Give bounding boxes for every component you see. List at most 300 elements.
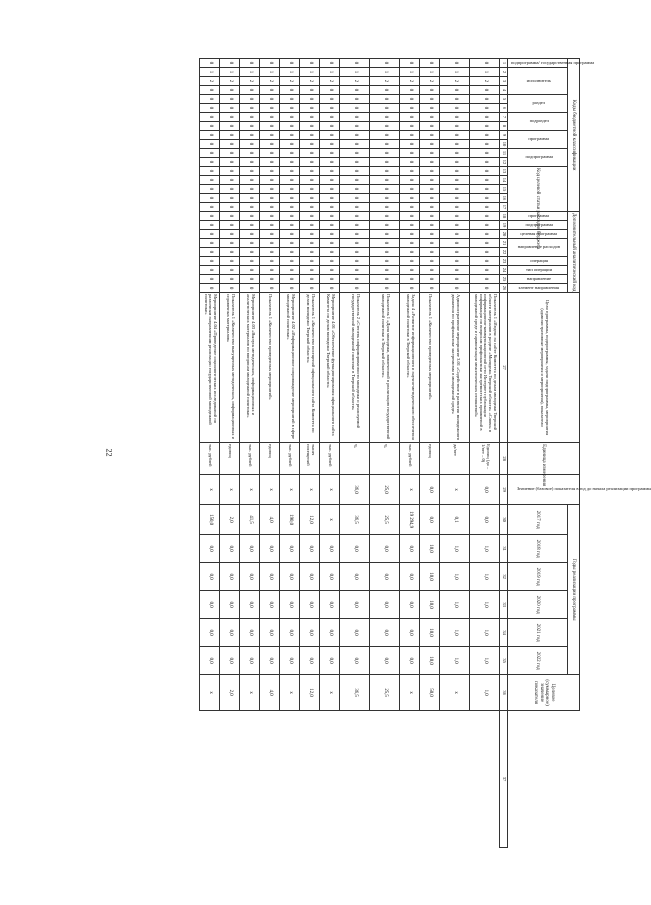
row-year-value: 0,0 (200, 647, 220, 675)
code-cell: 0 (260, 95, 280, 104)
code-cell: 0 (370, 284, 400, 293)
code-cell: 0 (370, 194, 400, 203)
code-cell: 0 (470, 194, 500, 203)
code-cell: 0 (320, 284, 340, 293)
code-cell: 0 (260, 140, 280, 149)
code-cell: 2 (340, 77, 370, 86)
row-base-value: х (400, 475, 420, 505)
code-cell: 0 (470, 230, 500, 239)
code-cell: 0 (420, 131, 440, 140)
code-cell: 0 (240, 59, 260, 68)
row-year-value: 1,0 (440, 563, 470, 591)
code-cell: 0 (420, 284, 440, 293)
column-number: 22 (500, 248, 508, 257)
code-cell: 0 (470, 248, 500, 257)
row-year-value: 0,0 (280, 619, 300, 647)
code-cell: 0 (240, 284, 260, 293)
code-cell: 0 (340, 257, 370, 266)
row-base-value: х (300, 475, 320, 505)
code-cell: 0 (260, 104, 280, 113)
column-number: 18 (500, 212, 508, 221)
code-cell: 0 (300, 140, 320, 149)
code-cell: 0 (470, 221, 500, 230)
row-year-value: 1,0 (470, 591, 500, 619)
code-cell: 0 (440, 203, 470, 212)
header-direction2: направление (508, 275, 568, 284)
code-cell: 0 (440, 230, 470, 239)
code-cell: 0 (300, 212, 320, 221)
code-cell: 0 (370, 158, 400, 167)
code-cell: 0 (470, 140, 500, 149)
code-cell: 0 (420, 86, 440, 95)
code-cell: 2 (260, 77, 280, 86)
code-cell: 0 (470, 113, 500, 122)
code-cell: 0 (240, 239, 260, 248)
row-year-value: 0,0 (260, 563, 280, 591)
code-cell: 0 (320, 212, 340, 221)
header-target-program: целевая программа (508, 230, 568, 239)
code-cell: 0 (400, 122, 420, 131)
code-cell: 0 (200, 239, 220, 248)
code-cell: 0 (340, 212, 370, 221)
row-year-value: 0,0 (420, 505, 440, 535)
header-additional-code: Дополнительный аналитический код (568, 212, 580, 293)
row-year-value: 0,0 (370, 563, 400, 591)
code-cell: 0 (200, 167, 220, 176)
code-cell: 0 (370, 266, 400, 275)
code-cell: 0 (200, 221, 220, 230)
code-cell: 0 (260, 212, 280, 221)
code-cell: 0 (370, 221, 400, 230)
code-cell: 0 (340, 194, 370, 203)
code-cell: 0 (320, 176, 340, 185)
row-year-value: 0,0 (400, 619, 420, 647)
code-cell: 0 (420, 59, 440, 68)
code-cell: 0 (300, 284, 320, 293)
row-year-value: 0,0 (470, 505, 500, 535)
code-cell: 0 (470, 149, 500, 158)
row-year-value: 10,0 (420, 647, 440, 675)
row-base-value: х (320, 475, 340, 505)
row-name: Задача 4 «Развитие информационного и научно-методического обеспечения молодежной политики в Тверской области» (400, 293, 420, 443)
code-cell: 0 (240, 86, 260, 95)
code-cell: 0 (320, 230, 340, 239)
row-year-value: 0,0 (320, 591, 340, 619)
row-year-value: 10,0 (420, 619, 440, 647)
row-year-value: 1,0 (440, 535, 470, 563)
code-cell: 0 (320, 221, 340, 230)
code-cell: 0 (240, 122, 260, 131)
column-number-row (500, 59, 508, 848)
row-base-value: 0,0 (470, 475, 500, 505)
code-cell: 0 (370, 185, 400, 194)
row-year-value: 0,0 (300, 563, 320, 591)
code-cell: 0 (280, 131, 300, 140)
code-cell: 0 (370, 131, 400, 140)
code-cell: 0 (420, 140, 440, 149)
row-year-value: 0,1 (440, 505, 470, 535)
code-cell: 0 (400, 194, 420, 203)
code-cell: 0 (240, 275, 260, 284)
code-cell: 0 (200, 257, 220, 266)
table-row (220, 59, 240, 848)
code-cell: 0 (400, 59, 420, 68)
row-year-value: 19 294,9 (400, 505, 420, 535)
row-base-value: х (220, 475, 240, 505)
code-cell: 0 (420, 257, 440, 266)
code-cell: 0 (370, 104, 400, 113)
code-cell: 0 (440, 131, 470, 140)
code-cell: 0 (260, 158, 280, 167)
code-cell: 0 (240, 185, 260, 194)
code-cell: 0 (440, 176, 470, 185)
code-cell: 0 (420, 122, 440, 131)
code-cell: 0 (280, 176, 300, 185)
code-cell: 0 (300, 86, 320, 95)
row-unit: тыс. рублей (200, 443, 220, 475)
code-cell: 0 (400, 104, 420, 113)
code-cell: 0 (200, 59, 220, 68)
code-cell: 0 (200, 248, 220, 257)
code-cell: 0 (240, 131, 260, 140)
column-number: 2 (500, 68, 508, 77)
code-cell: 0 (320, 131, 340, 140)
row-year-value: 10,0 (420, 591, 440, 619)
row-year-value: 1,0 (440, 619, 470, 647)
row-name: Мероприятие 4.04 «Проведение социологических исследований по различным направлениям реализации государственной молодежной политики» (200, 293, 220, 443)
code-cell: 0 (280, 266, 300, 275)
column-number: 7 (500, 113, 508, 122)
code-cell: 0 (340, 239, 370, 248)
code-cell: 0 (300, 239, 320, 248)
code-cell: 0 (340, 230, 370, 239)
header-year-2021: 2021 год (508, 619, 568, 647)
code-cell: 0 (320, 140, 340, 149)
column-number: 14 (500, 176, 508, 185)
row-target-value: 50,0 (420, 675, 440, 711)
code-cell: 0 (400, 248, 420, 257)
row-year-value: 190,0 (280, 505, 300, 535)
code-cell: 0 (400, 140, 420, 149)
column-number: 28 (500, 443, 508, 475)
code-cell: 0 (260, 221, 280, 230)
row-year-value: 0,0 (320, 535, 340, 563)
row-year-value: 0,0 (240, 563, 260, 591)
row-year-value: 12,0 (300, 505, 320, 535)
row-year-value: 0,0 (340, 647, 370, 675)
row-year-value: 1,0 (470, 563, 500, 591)
code-cell: 0 (280, 239, 300, 248)
code-cell: 0 (320, 167, 340, 176)
row-year-value: 0,0 (300, 535, 320, 563)
column-number: 5 (500, 95, 508, 104)
row-year-value: 0,0 (400, 591, 420, 619)
code-cell: 0 (470, 131, 500, 140)
code-cell: 0 (320, 104, 340, 113)
code-cell: 0 (220, 167, 240, 176)
code-cell: 0 (470, 239, 500, 248)
code-cell: 0 (320, 194, 340, 203)
code-cell: 0 (320, 266, 340, 275)
code-cell: 0 (260, 185, 280, 194)
code-cell: 0 (420, 176, 440, 185)
code-cell: 0 (420, 194, 440, 203)
row-year-value: 0,0 (400, 535, 420, 563)
code-cell: 0 (400, 149, 420, 158)
code-cell: 0 (260, 248, 280, 257)
table-row (200, 59, 220, 848)
table-row (440, 59, 470, 848)
row-year-value: 0,0 (220, 647, 240, 675)
row-year-value: 10,0 (420, 563, 440, 591)
code-cell: 0 (320, 86, 340, 95)
code-cell: 0 (240, 158, 260, 167)
code-cell: 0 (240, 221, 260, 230)
header-direction: направление расходов (508, 239, 568, 257)
code-cell: 0 (300, 275, 320, 284)
column-number: 25 (500, 275, 508, 284)
header-year-2022: 2022 год (508, 647, 568, 675)
row-year-value: 0,0 (340, 591, 370, 619)
row-target-value: х (320, 675, 340, 711)
row-target-value: 25,5 (370, 675, 400, 711)
row-year-value: 0,0 (300, 591, 320, 619)
row-name: Мероприятие 4.02 «Информационное сопровождение мероприятий в сфере молодежной политики» (280, 293, 300, 443)
code-cell: 0 (200, 266, 220, 275)
column-number: 11 (500, 149, 508, 158)
code-cell: 0 (440, 149, 470, 158)
code-cell: 0 (300, 131, 320, 140)
code-cell: 0 (340, 131, 370, 140)
program-table (200, 58, 651, 848)
column-number: 37 (500, 711, 508, 848)
code-cell: 0 (240, 212, 260, 221)
code-cell: 0 (420, 239, 440, 248)
code-cell: 0 (340, 140, 370, 149)
code-cell: 0 (300, 176, 320, 185)
row-name: Показатель 1 «Индекс на сайте Комитета по делам молодежи Тверской области материалов в разделе «Молодежь Тверской области» «Слово» в информационно-коммуникационной сети Интернет публикации информации по вопросам профилактики экстремистских проявлений в молодежной среде и гармонизации межэтнических отношений» (470, 293, 500, 443)
code-cell: 0 (320, 257, 340, 266)
row-year-value: 0,0 (200, 563, 220, 591)
code-cell: 0 (440, 212, 470, 221)
row-unit: тыс. рублей (320, 443, 340, 475)
row-year-value: 0,0 (340, 619, 370, 647)
row-unit: единиц (220, 443, 240, 475)
code-cell: 0 (440, 284, 470, 293)
code-cell: 0 (370, 203, 400, 212)
code-cell: 0 (400, 185, 420, 194)
code-cell: 0 (440, 248, 470, 257)
code-cell: 1 (370, 68, 400, 77)
row-base-value: х (440, 475, 470, 505)
code-cell: 0 (340, 284, 370, 293)
code-cell: 0 (440, 266, 470, 275)
code-cell: 0 (280, 59, 300, 68)
column-number: 13 (500, 167, 508, 176)
code-cell: 0 (320, 59, 340, 68)
code-cell: 0 (400, 266, 420, 275)
code-cell: 0 (200, 86, 220, 95)
code-cell: 0 (370, 149, 400, 158)
code-cell: 0 (200, 284, 220, 293)
code-cell: 0 (280, 140, 300, 149)
code-cell: 0 (420, 203, 440, 212)
code-cell: 0 (370, 176, 400, 185)
code-cell: 0 (300, 113, 320, 122)
row-target-value: х (240, 675, 260, 711)
row-unit: да/нет (440, 443, 470, 475)
code-cell: 0 (340, 248, 370, 257)
code-cell: 0 (280, 212, 300, 221)
code-cell: 0 (470, 167, 500, 176)
code-cell: 0 (420, 149, 440, 158)
row-year-value: 0,0 (280, 563, 300, 591)
code-cell: 0 (320, 122, 340, 131)
row-year-value: 0,0 (340, 563, 370, 591)
code-cell: 0 (340, 122, 370, 131)
table-row (300, 59, 320, 848)
row-unit: % (340, 443, 370, 475)
code-cell: 0 (280, 122, 300, 131)
row-year-value: 0,0 (220, 619, 240, 647)
page-number: 22 (104, 448, 114, 457)
header-gp: подпрограмма/ государственная программа (508, 59, 568, 68)
code-cell: 0 (260, 230, 280, 239)
code-cell: 0 (200, 203, 220, 212)
code-cell: 1 (260, 68, 280, 77)
code-cell: 0 (200, 158, 220, 167)
code-cell: 0 (440, 257, 470, 266)
table-row (420, 59, 440, 848)
code-cell: 0 (440, 113, 470, 122)
code-cell: 0 (260, 239, 280, 248)
column-number: 26 (500, 284, 508, 293)
code-cell: 0 (400, 230, 420, 239)
code-cell: 0 (440, 158, 470, 167)
column-number: 16 (500, 194, 508, 203)
code-cell: 0 (420, 266, 440, 275)
row-year-value: 0,0 (370, 647, 400, 675)
header-subprogram: подпрограмма (508, 149, 568, 167)
code-cell: 0 (370, 275, 400, 284)
row-name: Показатель 1 «Доля молодежи, вовлеченной в реализацию государственной молодежной политики в Тверской области» (370, 293, 400, 443)
header-razdel: раздел (508, 95, 568, 113)
code-cell: 0 (370, 248, 400, 257)
row-year-value: 0,0 (240, 535, 260, 563)
code-cell: 0 (470, 185, 500, 194)
code-cell: 0 (420, 185, 440, 194)
column-number: 17 (500, 203, 508, 212)
code-cell: 0 (400, 284, 420, 293)
code-cell: 0 (440, 239, 470, 248)
code-cell: 0 (440, 221, 470, 230)
code-cell: 0 (200, 95, 220, 104)
table-row (370, 59, 400, 848)
code-cell: 0 (300, 230, 320, 239)
code-cell: 0 (370, 257, 400, 266)
code-cell: 0 (470, 95, 500, 104)
row-year-value: 0,0 (320, 647, 340, 675)
code-cell: 0 (370, 239, 400, 248)
header-years: Годы реализации программы (568, 505, 580, 675)
code-cell: 0 (240, 194, 260, 203)
row-year-value: 0,0 (260, 619, 280, 647)
code-cell: 0 (240, 140, 260, 149)
code-cell: 0 (220, 248, 240, 257)
row-target-value: 1,0 (470, 675, 500, 711)
code-cell: 0 (240, 95, 260, 104)
column-number: 32 (500, 563, 508, 591)
row-base-value: х (240, 475, 260, 505)
code-cell: 0 (470, 284, 500, 293)
row-year-value: 0,0 (200, 535, 220, 563)
row-target-value: х (280, 675, 300, 711)
code-cell: 0 (220, 194, 240, 203)
code-cell: 0 (300, 122, 320, 131)
code-cell: 0 (220, 158, 240, 167)
code-cell: 0 (280, 248, 300, 257)
header-operation: операция (508, 257, 568, 266)
code-cell: 0 (240, 266, 260, 275)
code-cell: 0 (340, 221, 370, 230)
code-cell: 0 (260, 122, 280, 131)
row-year-value: 1,0 (440, 647, 470, 675)
code-cell: 0 (370, 86, 400, 95)
code-cell: 0 (260, 203, 280, 212)
row-year-value: 0,0 (400, 647, 420, 675)
code-cell: 0 (280, 194, 300, 203)
table-row (340, 59, 370, 848)
column-number: 12 (500, 158, 508, 167)
code-cell: 0 (220, 122, 240, 131)
code-cell: 1 (320, 68, 340, 77)
code-cell: 1 (300, 68, 320, 77)
row-year-value: 0,0 (300, 619, 320, 647)
code-cell: 0 (440, 59, 470, 68)
code-cell: 0 (300, 149, 320, 158)
code-cell: 0 (300, 167, 320, 176)
row-base-value: 25,0 (370, 475, 400, 505)
code-cell: 0 (200, 131, 220, 140)
column-number: 36 (500, 675, 508, 711)
code-cell: 0 (220, 95, 240, 104)
row-year-value: 4,0 (260, 505, 280, 535)
code-cell: 0 (260, 284, 280, 293)
column-number: 10 (500, 140, 508, 149)
row-year-value: 1,0 (470, 647, 500, 675)
code-cell: 0 (440, 185, 470, 194)
row-year-value: 0,0 (340, 535, 370, 563)
code-cell: 0 (320, 248, 340, 257)
row-name: Административное мероприятие 3.01 «Содействие в развитии молодежного движения по профилактике экстремизма в молодежной среде» (440, 293, 470, 443)
row-base-value: х (260, 475, 280, 505)
code-cell: 1 (470, 68, 500, 77)
code-cell: 0 (320, 149, 340, 158)
header-subprogram-add: подпрограмма (508, 221, 568, 230)
code-cell: 0 (200, 212, 220, 221)
code-cell: 0 (440, 275, 470, 284)
row-name: Показатель 2 «Степень информированности молодежи о реализуемой государственной молодежной политике в Тверской области» (340, 293, 370, 443)
code-cell: 0 (320, 275, 340, 284)
row-year-value: 0,0 (240, 647, 260, 675)
row-year-value: 0,0 (240, 591, 260, 619)
column-number: 29 (500, 475, 508, 505)
code-cell: 0 (340, 275, 370, 284)
code-cell: 0 (200, 140, 220, 149)
code-cell: 0 (220, 185, 240, 194)
code-cell: 1 (420, 68, 440, 77)
code-cell: 0 (200, 194, 220, 203)
